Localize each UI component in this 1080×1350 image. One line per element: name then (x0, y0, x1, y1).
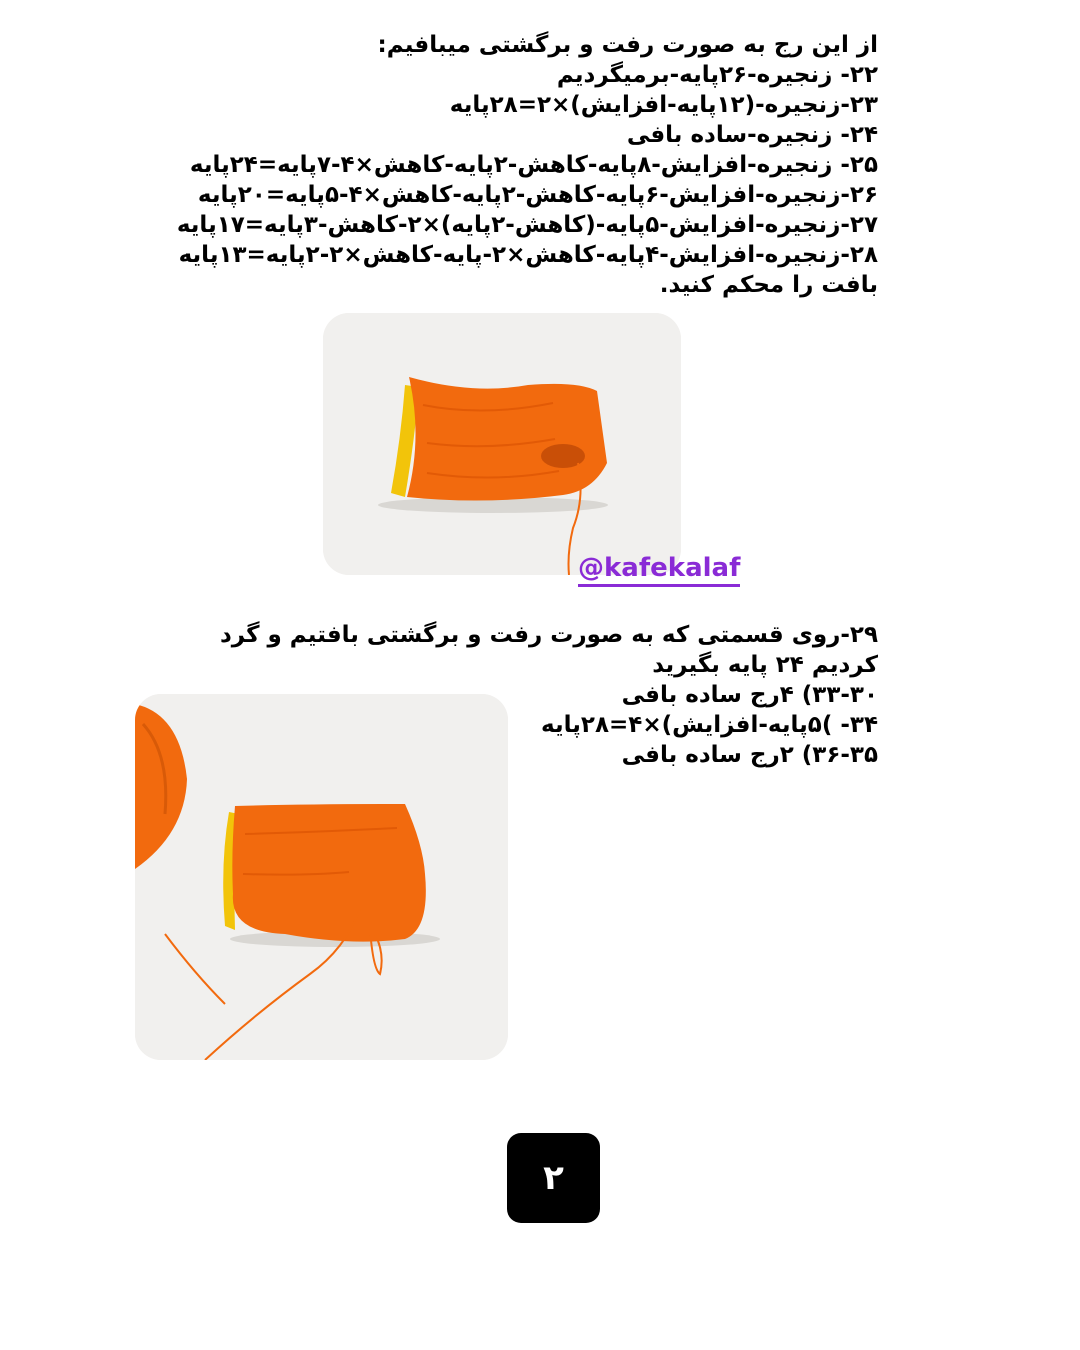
row-23: ۲۳-زنجیره-(۱۲پایه-افزایش)×۲=۲۸پایه (449, 92, 878, 118)
rows-30-33: ۳۳-۳۰) ۴رج ساده بافی (621, 682, 878, 708)
row-34: ۳۴- )۵پایه-افزایش)×۴=۲۸پایه (541, 712, 878, 738)
row-27: ۲۷-زنجیره-افزایش-۵پایه-(کاهش-۲پایه)×۲-کاهش-۳پایه=۱۷پایه (176, 212, 878, 238)
fasten-off-line: بافت را محکم کنید. (659, 272, 878, 298)
rows-35-36: ۳۶-۳۵) ۲رج ساده بافی (621, 742, 878, 768)
crochet-boot-image-2 (135, 694, 508, 1060)
boot-photo-bottom (135, 694, 508, 1060)
boot-photo-top (323, 313, 681, 575)
crochet-boot-image-1 (323, 313, 681, 575)
row-24: ۲۴- زنجیره-ساده بافی (626, 122, 878, 148)
intro-line: از این رج به صورت رفت و برگشتی میبافیم: (377, 32, 878, 58)
row-29: ۲۹-روی قسمتی که به صورت رفت و برگشتی بافتیم و گرد کردیم ۲۴ پایه بگیرید (219, 622, 878, 678)
row-22: ۲۲- زنجیره-۲۶پایه-برمیگردیم (556, 62, 878, 88)
row-26: ۲۶-زنجیره-افزایش-۶پایه-کاهش-۲پایه-کاهش×۴-۵پایه=۲۰پایه (197, 182, 878, 208)
page-number-badge: ۲ (507, 1133, 600, 1223)
row-28: ۲۸-زنجیره-افزایش-۴پایه-کاهش×۲-پایه-کاهش×۲-۲پایه=۱۳پایه (178, 242, 878, 268)
row-25: ۲۵- زنجیره-افزایش-۸پایه-کاهش-۲پایه-کاهش×۴-۷پایه=۲۴پایه (189, 152, 878, 178)
pattern-rows-22-28 (178, 30, 878, 300)
instagram-handle-watermark: @kafekalaf (578, 553, 740, 587)
